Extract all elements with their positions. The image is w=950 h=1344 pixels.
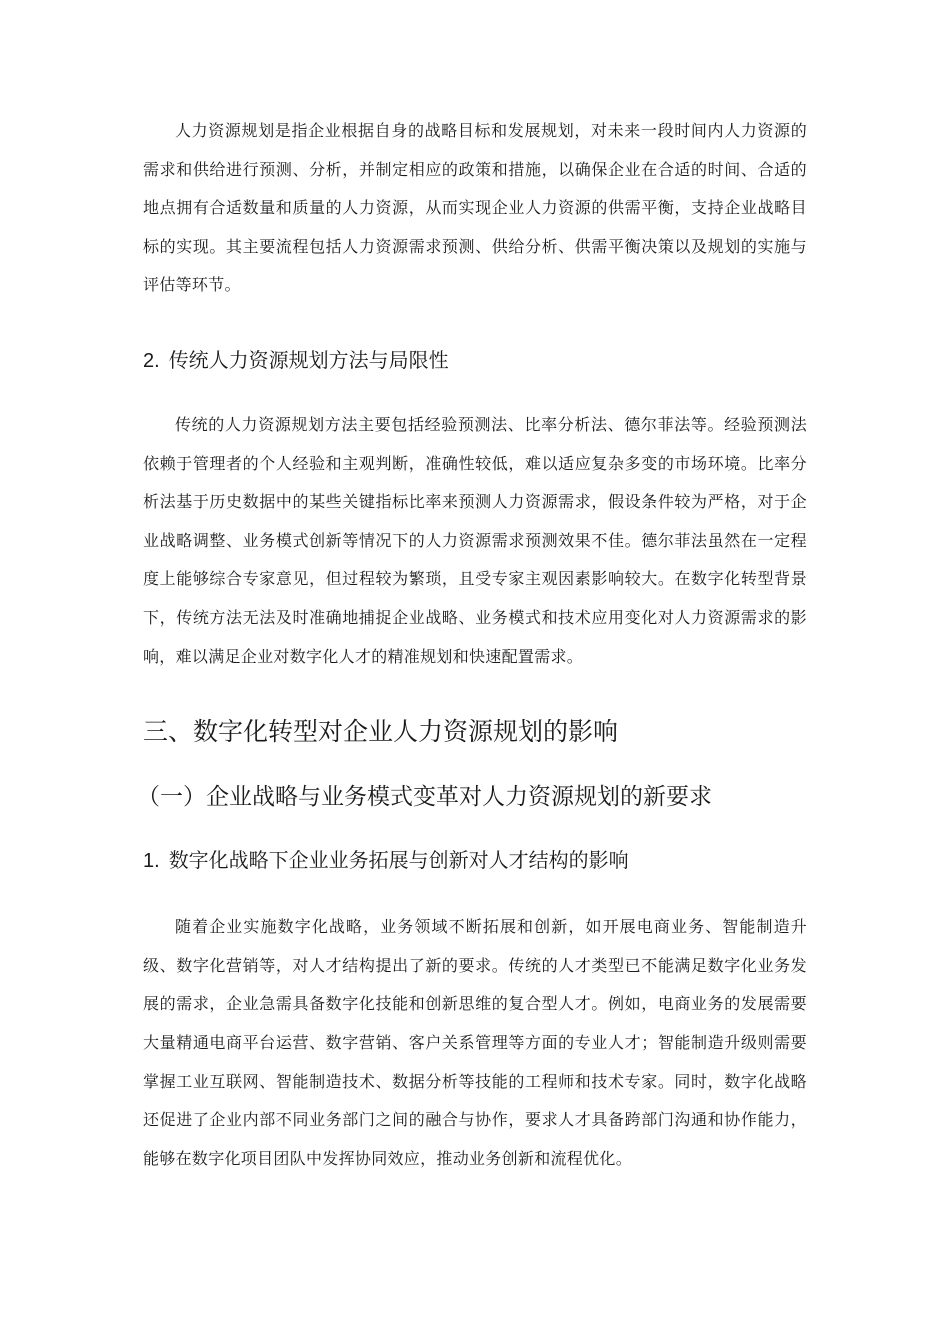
heading-text: 传统人力资源规划方法与局限性	[168, 347, 449, 372]
heading-number: 2.	[143, 349, 160, 372]
heading-talent-structure	[143, 845, 807, 876]
subsection-title-new-requirements: （一）企业战略与业务模式变革对人力资源规划的新要求	[137, 784, 712, 811]
section-title-digital-impact: 三、数字化转型对企业人力资源规划的影响	[143, 717, 619, 747]
heading-text: 数字化战略下企业业务拓展与创新对人才结构的影响	[168, 848, 629, 873]
heading-number: 1.	[143, 850, 160, 873]
paragraph-traditional-methods: 传统的人力资源规划方法主要包括经验预测法、比率分析法、德尔菲法等。经验预测法依赖于管理者的个人经验和主观判断，准确性较低，难以适应复杂多变的市场环境。比率分析法基于历史数据中的某些关键指标比率来预测人力资源需求，假设条件较为严格，对于企业战略调整、业务模式创新等情况下的人力资源需求预测效果不佳。德尔菲法虽然在一定程度上能够综合专家意见，但过程较为繁琐，且受专家主观因素影响较大。在数字化转型背景下，传统方法无法及时准确地捕捉企业战略、业务模式和技术应用变化对人力资源需求的影响，难以满足企业对数字化人才的精准规划和快速配置需求。	[143, 414, 807, 666]
paragraph-talent-structure: 随着企业实施数字化战略，业务领域不断拓展和创新，如开展电商业务、智能制造升级、数字化营销等，对人才结构提出了新的要求。传统的人才类型已不能满足数字化业务发展的需求，企业急需具备数字化技能和创新思维的复合型人才。例如，电商业务的发展需要大量精通电商平台运营、数字营销、客户关系管理等方面的专业人才；智能制造升级则需要掌握工业互联网、智能制造技术、数据分析等技能的工程师和技术专家。同时，数字化战略还促进了企业内部不同业务部门之间的融合与协作，要求人才具备跨部门沟通和协作能力，能够在数字化项目团队中发挥协同效应，推动业务创新和流程优化。	[143, 917, 807, 1168]
document-page	[137, 112, 807, 1178]
paragraph-hr-planning-definition: 人力资源规划是指企业根据自身的战略目标和发展规划，对未来一段时间内人力资源的需求和供给进行预测、分析，并制定相应的政策和措施，以确保企业在合适的时间、合适的地点拥有合适数量和质量的人力资源，从而实现企业人力资源的供需平衡，支持企业战略目标的实现。其主要流程包括人力资源需求预测、供给分析、供需平衡决策以及规划的实施与评估等环节。	[143, 121, 807, 295]
heading-traditional-methods	[143, 345, 807, 376]
